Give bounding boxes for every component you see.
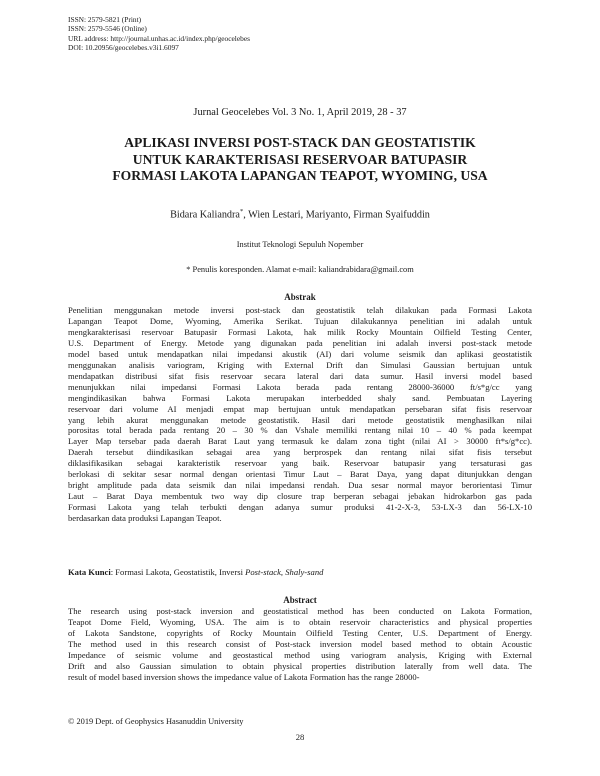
text-line: Laut – Barat Daya membentuk two way dip closure trap berperan sebagai jebakan hidrokarbon gas pada <box>68 491 532 502</box>
keyword-post-stack: Post-stack <box>245 567 281 577</box>
text-line: porositas total berada pada rentang 20 – 30 % dan Vshale memiliki rentang nilai 10 – 40 % pada keempat <box>68 425 532 436</box>
abstract-heading: Abstract <box>283 595 317 605</box>
author-first: Bidara Kaliandra <box>170 209 240 221</box>
author-list <box>0 208 600 220</box>
abstrak-body <box>68 305 532 524</box>
abstrak-heading: Abstrak <box>284 292 316 302</box>
text-line: Formasi Lakota yang telah terbukti dengan adanya sumur produksi 41-2-X-3, 53-LX-3 dan 56-LX-10 <box>68 502 532 513</box>
text-line: diklasifikasikan sebagai karakteristik reservoar yang baik. Reservoar batupasir yang tersaturasi gas <box>68 458 532 469</box>
text-line: Layer Map tersebar pada daerah Barat Laut yang termasuk ke dalam zona tight (nilai AI > 30000 ft*s/g*cc). <box>68 436 532 447</box>
abstract-body <box>68 606 532 683</box>
title-line-2: UNTUK KARAKTERISASI RESERVOAR BATUPASIR <box>132 151 468 167</box>
title-line-3: FORMASI LAKOTA LAPANGAN TEAPOT, WYOMING, USA <box>112 168 488 184</box>
text-line: model based untuk mendapatkan nilai impedansi akustik (AI) dari volume seismik dan aplikasi geostatistik <box>68 348 532 359</box>
text-line: The research using post-stack inversion and geostatistical method has been conducted on Lakota Formation, <box>68 606 532 616</box>
keywords-text: : Formasi Lakota, Geostatistik, Inversi <box>110 567 246 577</box>
copyright-footer: © 2019 Dept. of Geophysics Hasanuddin University <box>68 717 244 726</box>
text-line: Lapangan Teapot Dome, Wyoming, Amerika Serikat. Tujuan dilakukannya penelitian ini adalah untuk <box>68 315 532 326</box>
institution: Institut Teknologi Sepuluh Nopember <box>236 240 364 249</box>
text-line: bright amplitude pada data seismik dan nilai impedansi rendah. Dua sesar normal mayor berorientasi Timur <box>68 480 532 491</box>
title-line-1: APLIKASI INVERSI POST-STACK DAN GEOSTATISTIK <box>124 135 476 150</box>
journal-line: Jurnal Geocelebes Vol. 3 No. 1, April 2019, 28 - 37 <box>193 107 407 118</box>
text-line: berlokasi di sekitar sesar normal dengan orientasi Timur Laut – Barat Daya, yang dapat ditunjukkan dengan <box>68 469 532 480</box>
paper-title <box>60 135 540 185</box>
text-line: Daerah tersebut diindikasikan sebagai area yang berprospek dan rentang nilai sifat fisis tersebut <box>68 447 532 458</box>
corresponding-mark: * <box>239 208 244 215</box>
doi[interactable]: DOI: 10.20956/geocelebes.v3i1.6097 <box>68 43 179 53</box>
text-line: mengindikasikan bahwa Formasi Lakota merupakan interbedded shaly sand. Pembuatan Layering <box>68 392 532 403</box>
text-line: U.S. Department of Energy. Metode yang digunakan pada penelitian ini adalah inversi post-stack metode <box>68 337 532 348</box>
text-line: The method used in this research consist of Post-stack inversion model based method to obtain Acoustic <box>68 638 532 649</box>
text-line: of Lakota Sandstone, copyrights of Rocky Mountain Oilfield Testing Center, U.S. Department of Energy. <box>68 627 532 638</box>
text-line: menggunakan analisis variogram, Kriging with External Drift dan Simulasi Gaussian bertujuan untuk <box>68 359 532 370</box>
text-line: menunjukkan nilai impedansi Formasi Lakota berada pada rentang 28000-36000 ft/s*g/cc yang <box>68 381 532 392</box>
issn-online: ISSN: 2579-5546 (Online) <box>68 24 147 34</box>
text-line: Teapot Dome Field, Wyoming, USA. The aim is to obtain reservoir characteristics and physical properties <box>68 616 532 627</box>
text-line: mendapatkan distribusi sifat fisis reservoar secara lateral dari data sumur. Hasil inversi model based <box>68 370 532 381</box>
page-number: 28 <box>295 732 305 742</box>
text-line: yang lebih akurat menggunakan metode geostatistik. Hasil dari metode geostatistik menghasilkan nilai <box>68 414 532 425</box>
url-address[interactable]: URL address: http://journal.unhas.ac.id/index.php/geocelebes <box>68 33 250 43</box>
publication-meta <box>68 15 250 53</box>
text-line: mengkarakterisasi reservoar Batupasir Formasi Lakota, hak milik Rocky Mountain Oilfield Testing Center, <box>68 326 532 337</box>
keyword-shaly-sand: Shaly-sand <box>285 567 324 577</box>
issn-print: ISSN: 2579-5821 (Print) <box>68 15 142 24</box>
text-line: Penelitian menggunakan metode inversi post-stack dan geostatistik telah dilakukan pada Formasi Lakota <box>68 305 532 315</box>
keywords-sep: , <box>280 567 286 577</box>
text-line: result of model based inversion shows the impedance value of Lakota Formation has the range 28000- <box>68 671 420 682</box>
keywords-label: Kata Kunci <box>68 567 111 577</box>
text-line: Drift and also Gaussian simulation to obtain physical properties distribution laterally from well data. The <box>68 660 532 671</box>
author-rest: , Wien Lestari, Mariyanto, Firman Syaifuddin <box>243 209 430 221</box>
correspondence: * Penulis koresponden. Alamat e-mail: kaliandrabidara@gmail.com <box>186 265 414 274</box>
text-line: reservoar dari volume AI menjadi empat map bertujuan untuk mendapatkan persebaran sifat fisis reservoar <box>68 403 532 414</box>
text-line: Impedance of seismic volume and geostastical method using variogram analysis, Kriging with External <box>68 649 532 660</box>
text-line: berdasarkan data produksi Lapangan Teapot. <box>68 513 222 524</box>
keywords <box>68 567 323 577</box>
